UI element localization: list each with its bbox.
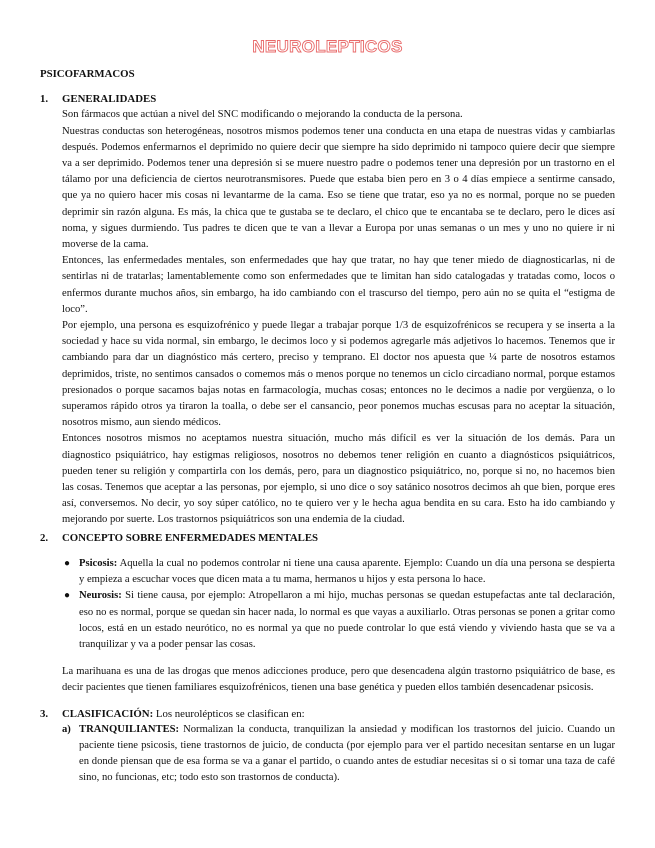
list-item-psicosis: [40, 556, 615, 588]
paragraph: Son fármacos que actúan a nivel del SNC modificando o mejorando la conducta de la persona.: [62, 109, 463, 121]
heading-rest: Los neurolépticos se clasifican en:: [153, 707, 305, 720]
classification-item-a: [40, 722, 615, 787]
heading-clasificacion: [40, 706, 615, 722]
heading-line: [40, 706, 615, 722]
paragraph: Entonces, las enfermedades mentales, son enfermedades que hay que tratar, no hay que tener miedo de diagnosticarlas, ni de sentirlas ni de tratarlas; lamentablemente como son enfermedades que te limitan han sido catalogadas y tratadas como, locos o enfermos durante muchos años, sin embargo, ha ido cambiando con el trascurso del tiempo, pero aún no se quita el “estigma de loco”.: [62, 255, 615, 315]
heading-text: CONCEPTO SOBRE ENFERMEDADES MENTALES: [62, 531, 319, 544]
heading-number: 3.: [40, 707, 49, 720]
heading-concepto: [40, 530, 615, 546]
item-text: Normalizan la conducta, tranquilizan la ansiedad y modifican los trastornos del juicio. Cuando un paciente tiene psicosis, tiene trastornos de juicio, de conducta (por ejemplo para ver el partido necesitan sentarse en un lugar en donde piensan que de esa forma se va a ganar el partido, o cuando antes de estudiar necesitas si o si tomar una taza de café sino, no funcionas, etc; todo esto son trastornos de conducta).: [79, 723, 615, 784]
section-label: PSICOFARMACOS: [40, 68, 135, 80]
paragraph-marihuana: La marihuana es una de las drogas que menos adicciones produce, pero que desencadena algún trastorno psiquiátrico de base, es decir pacientes que tienen familiares esquizofrénicos, tienen una base genética y pueden ellos también desencadenar psicosis.: [62, 666, 615, 694]
paragraph: Entonces nosotros mismos no aceptamos nuestra situación, mucho más difícil es ver la situación de los demás. Para un diagnostico psiquiátrico, hay estigmas religiosos, nosotros no debemos tener religión en cuanto a diagnósticos psiquiátricos, pueden tener su religión y compartirla con los demás, pero, para un diagnostico psiquiátrico, no, porque si no, no hacemos bien las cosas. Tenemos que aceptar a las personas, por ejemplo, si uno dice o soy satánico nosotros decimos ah que bien, porque eres así, conversemos. No decir, yo soy súper católico, no te quiero ver y le hecha agua bendita en su cara. Esto ha ido cambiando y mejorando por suerte. Los trastornos psiquiátricos son una endemia de la ciudad.: [62, 433, 615, 526]
term-definition: Si tiene causa, por ejemplo: Atropellaron a mi hijo, muchas personas se quedan estupefactas ante tal declaración, eso no es normal, porque se quedan sin hacer nada, lo normal es que vayas a auxiliarlo. Otras personas se ponen a gritar como locos, está en un estado neurótico, no es normal ya que no puede controlar lo que está viendo y viviendo hasta que se va a tranquilizar y va a poder pensar las cosas.: [79, 590, 615, 650]
document-title: NEUROLEPTICOS: [252, 37, 403, 56]
term-label: Psicosis:: [79, 557, 118, 569]
paragraph: Nuestras conductas son heterogéneas, nosotros mismos podemos tener una conducta en una etapa de nuestras vidas y cambiarlas después. Podemos enfermarnos el deprimido no quiere decir que siempre ha sido deprimido ni tampoco quiere decir que siempre va a ser deprimido. Podemos tener una depresión si se muere nuestro padre o podemos tener una depresión por un trastorno en el tálamo por una deficiencia de ciertos neurotransmisores. Puede que estaba bien pero en 3 o 4 días empiece a sentirme cansado, que ya no quiero hacer mis cosas ni levantarme de la cama. Eso se tiene que tratar, eso ya no es normal, porque no se pueden deprimir sin razón alguna. Es más, la chica que te gustaba se te declaro, el chico que te encantaba se te declaro, pero le dices así noma, y sigues durmiendo. Tus padres te dicen que te van a llevar a Europa por unas semanas o un mes y uno no quiere ir ni moverse de la cama.: [62, 125, 615, 251]
heading-number: 1.: [40, 93, 49, 106]
definition-list: [40, 556, 615, 653]
item-term: TRANQUILIANTES:: [79, 723, 180, 735]
heading-text: GENERALIDADES: [62, 93, 157, 106]
document-body: [40, 66, 615, 787]
term-definition: Aquella la cual no podemos controlar ni tiene una causa aparente. Ejemplo: Cuando un día una persona se despierta y empieza a escuchar voces que dicen mata a tu mama, hermanos u hijos y esta persona lo hace.: [79, 557, 615, 586]
bullet-icon: ●: [64, 557, 71, 569]
heading-text: CLASIFICACIÓN:: [62, 707, 154, 720]
heading-generalidades: [40, 91, 615, 107]
term-label: Neurosis:: [79, 590, 122, 602]
heading-number: 2.: [40, 531, 49, 544]
item-label: a): [62, 723, 71, 735]
list-item-neurosis: [40, 588, 615, 653]
paragraph: Por ejemplo, una persona es esquizofrénico y puede llegar a trabajar porque 1/3 de esquizofrénicos se recupera y se inserta a la sociedad y hace su vida normal, sin embargo, le decimos loco y si podemos agregarle más adjetivos lo hacemos. Tenemos que ir cambiando para dar un diagnóstico más certero, preciso y temprano. El doctor nos apuesta que ¼ parte de nosotros estamos deprimidos, triste, no sentimos cansados o comemos más o menos porque no tenemos un ciclo circadiano normal, porque estamos presionados o porque sacamos bajas notas en farmacología, muchas cosas; entonces no le decimos a nadie por vergüenza, o lo superamos rápido otros ya tiraron la toalla, o debe ser el cansancio, peor ponemos muchas escusas para no aceptar la situación, nosotros mismo, aun siendo médicos.: [62, 320, 615, 429]
bullet-icon: ●: [64, 590, 71, 602]
